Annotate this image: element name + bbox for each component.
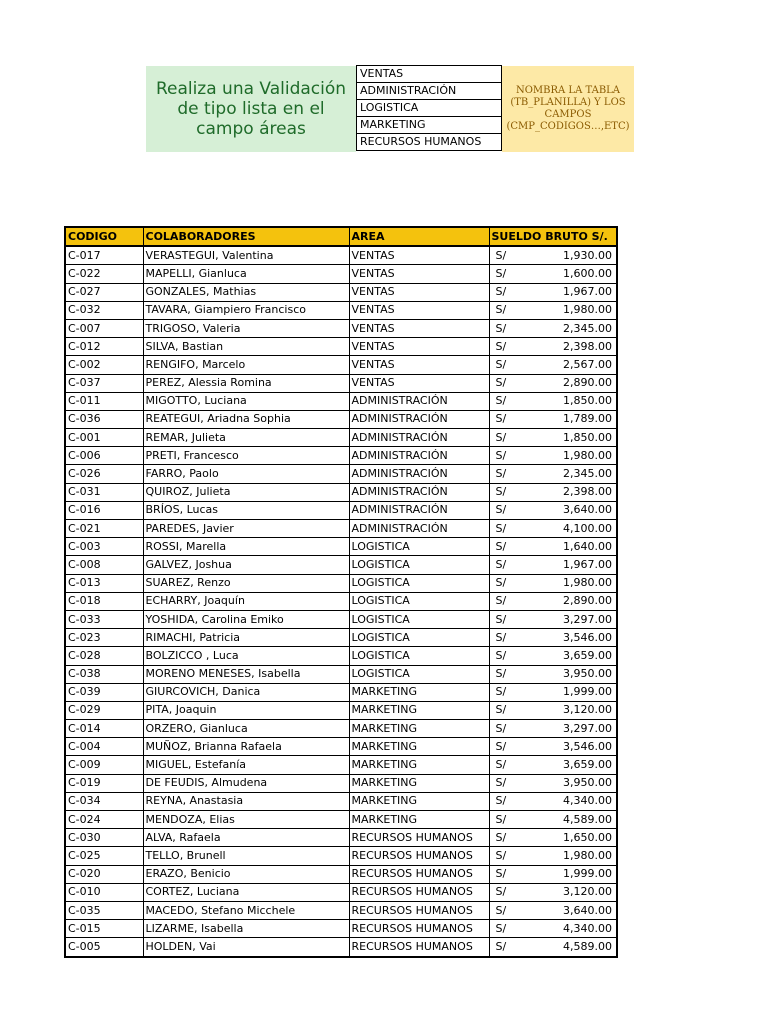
salary-cell[interactable] xyxy=(489,647,617,665)
area-list-cell[interactable]: MARKETING xyxy=(357,117,502,134)
code-cell[interactable]: C-005 xyxy=(65,938,143,957)
area-cell[interactable]: ADMINISTRACIÓN xyxy=(349,447,489,465)
table-row xyxy=(65,701,617,719)
salary-cell[interactable] xyxy=(489,538,617,556)
salary-cell[interactable] xyxy=(489,356,617,374)
name-cell[interactable]: DE FEUDIS, Almudena xyxy=(143,774,349,792)
code-cell[interactable]: C-020 xyxy=(65,865,143,883)
table-row xyxy=(65,592,617,610)
salary-amount: 3,297.00 xyxy=(563,612,612,626)
area-list-cell[interactable]: LOGISTICA xyxy=(357,100,502,117)
salary-amount: 3,297.00 xyxy=(563,721,612,735)
header-codigo[interactable]: CODIGO xyxy=(65,227,143,246)
area-cell[interactable]: RECURSOS HUMANOS xyxy=(349,920,489,938)
salary-cell[interactable] xyxy=(489,683,617,701)
name-cell[interactable]: GONZALES, Mathias xyxy=(143,283,349,301)
area-list-cell[interactable]: ADMINISTRACIÓN xyxy=(357,83,502,100)
salary-cell[interactable] xyxy=(489,756,617,774)
currency-symbol: S/ xyxy=(495,266,507,280)
salary-amount: 3,640.00 xyxy=(563,903,612,917)
salary-amount: 2,345.00 xyxy=(563,467,612,481)
salary-amount: 1,980.00 xyxy=(563,576,612,590)
currency-symbol: S/ xyxy=(495,448,507,462)
currency-symbol: S/ xyxy=(495,303,507,317)
instruction-text: Realiza una Validación de tipo lista en el campo áreas xyxy=(155,79,347,139)
salary-amount: 1,980.00 xyxy=(563,303,612,317)
currency-symbol: S/ xyxy=(495,412,507,426)
table-row xyxy=(65,647,617,665)
code-cell[interactable]: C-018 xyxy=(65,592,143,610)
salary-cell[interactable] xyxy=(489,246,617,265)
code-cell[interactable]: C-025 xyxy=(65,847,143,865)
salary-amount: 1,967.00 xyxy=(563,557,612,571)
currency-symbol: S/ xyxy=(495,321,507,335)
area-list-cell[interactable]: RECURSOS HUMANOS xyxy=(357,134,502,151)
currency-symbol: S/ xyxy=(495,867,507,881)
name-cell[interactable]: PRETI, Francesco xyxy=(143,447,349,465)
name-cell[interactable]: TRIGOSO, Valeria xyxy=(143,319,349,337)
name-cell[interactable]: ALVA, Rafaela xyxy=(143,829,349,847)
area-cell[interactable]: MARKETING xyxy=(349,720,489,738)
area-cell[interactable]: VENTAS xyxy=(349,319,489,337)
salary-amount: 3,659.00 xyxy=(563,648,612,662)
salary-cell[interactable] xyxy=(489,520,617,538)
area-cell[interactable]: ADMINISTRACIÓN xyxy=(349,465,489,483)
currency-symbol: S/ xyxy=(495,812,507,826)
salary-amount: 2,345.00 xyxy=(563,321,612,335)
salary-cell[interactable] xyxy=(489,556,617,574)
name-cell[interactable]: QUIROZ, Julieta xyxy=(143,483,349,501)
code-cell[interactable]: C-034 xyxy=(65,792,143,810)
table-row xyxy=(65,811,617,829)
salary-cell[interactable] xyxy=(489,811,617,829)
salary-cell[interactable] xyxy=(489,920,617,938)
header-row xyxy=(65,227,617,246)
area-cell[interactable]: ADMINISTRACIÓN xyxy=(349,429,489,447)
salary-cell[interactable] xyxy=(489,410,617,428)
salary-amount: 4,589.00 xyxy=(563,939,612,953)
salary-cell[interactable] xyxy=(489,592,617,610)
table-row xyxy=(65,465,617,483)
code-cell[interactable]: C-007 xyxy=(65,319,143,337)
area-cell[interactable]: ADMINISTRACIÓN xyxy=(349,392,489,410)
currency-symbol: S/ xyxy=(495,848,507,862)
area-cell[interactable]: LOGISTICA xyxy=(349,665,489,683)
area-cell[interactable]: LOGISTICA xyxy=(349,610,489,628)
salary-cell[interactable] xyxy=(489,792,617,810)
salary-cell[interactable] xyxy=(489,338,617,356)
table-row xyxy=(65,574,617,592)
code-cell[interactable]: C-038 xyxy=(65,665,143,683)
currency-symbol: S/ xyxy=(495,703,507,717)
currency-symbol: S/ xyxy=(495,794,507,808)
table-row xyxy=(65,301,617,319)
naming-note-text: NOMBRA LA TABLA (TB_PLANILLA) Y LOS CAMPOS (CMP_CODIGOS…,ETC) xyxy=(506,85,630,132)
code-cell[interactable]: C-027 xyxy=(65,283,143,301)
currency-symbol: S/ xyxy=(495,903,507,917)
code-cell[interactable]: C-013 xyxy=(65,574,143,592)
currency-symbol: S/ xyxy=(495,921,507,935)
naming-note xyxy=(502,66,634,152)
salary-cell[interactable] xyxy=(489,301,617,319)
salary-amount: 3,546.00 xyxy=(563,630,612,644)
code-cell[interactable]: C-010 xyxy=(65,883,143,901)
name-cell[interactable]: GIURCOVICH, Danica xyxy=(143,683,349,701)
name-cell[interactable]: BOLZICCO , Luca xyxy=(143,647,349,665)
name-cell[interactable]: RIMACHI, Patricia xyxy=(143,629,349,647)
name-cell[interactable]: YOSHIDA, Carolina Emiko xyxy=(143,610,349,628)
salary-amount: 1,850.00 xyxy=(563,394,612,408)
area-cell[interactable]: LOGISTICA xyxy=(349,538,489,556)
currency-symbol: S/ xyxy=(495,939,507,953)
area-cell[interactable]: ADMINISTRACIÓN xyxy=(349,483,489,501)
area-cell[interactable]: RECURSOS HUMANOS xyxy=(349,865,489,883)
salary-cell[interactable] xyxy=(489,847,617,865)
name-cell[interactable]: ERAZO, Benicio xyxy=(143,865,349,883)
area-cell[interactable]: ADMINISTRACIÓN xyxy=(349,501,489,519)
name-cell[interactable]: BRÍOS, Lucas xyxy=(143,501,349,519)
name-cell[interactable]: VERASTEGUI, Valentina xyxy=(143,246,349,265)
area-cell[interactable]: RECURSOS HUMANOS xyxy=(349,938,489,957)
area-cell[interactable]: RECURSOS HUMANOS xyxy=(349,901,489,919)
area-cell[interactable]: LOGISTICA xyxy=(349,556,489,574)
currency-symbol: S/ xyxy=(495,285,507,299)
area-cell[interactable]: MARKETING xyxy=(349,756,489,774)
name-cell[interactable]: HOLDEN, Vai xyxy=(143,938,349,957)
table-row xyxy=(65,501,617,519)
area-cell[interactable]: VENTAS xyxy=(349,374,489,392)
area-cell[interactable]: LOGISTICA xyxy=(349,647,489,665)
currency-symbol: S/ xyxy=(495,376,507,390)
name-cell[interactable]: MAPELLI, Gianluca xyxy=(143,265,349,283)
name-cell[interactable]: SILVA, Bastian xyxy=(143,338,349,356)
currency-symbol: S/ xyxy=(495,648,507,662)
area-cell[interactable]: VENTAS xyxy=(349,265,489,283)
name-cell[interactable]: PITA, Joaquin xyxy=(143,701,349,719)
table-row xyxy=(65,865,617,883)
name-cell[interactable]: PAREDES, Javier xyxy=(143,520,349,538)
salary-cell[interactable] xyxy=(489,883,617,901)
currency-symbol: S/ xyxy=(495,776,507,790)
name-cell[interactable]: FARRO, Paolo xyxy=(143,465,349,483)
salary-amount: 1,980.00 xyxy=(563,848,612,862)
instruction-box xyxy=(146,66,356,152)
name-cell[interactable]: REYNA, Anastasia xyxy=(143,792,349,810)
table-row xyxy=(65,538,617,556)
code-cell[interactable]: C-008 xyxy=(65,556,143,574)
salary-amount: 1,650.00 xyxy=(563,830,612,844)
salary-amount: 4,340.00 xyxy=(563,794,612,808)
code-cell[interactable]: C-021 xyxy=(65,520,143,538)
header-colaboradores[interactable]: COLABORADORES xyxy=(143,227,349,246)
table-row xyxy=(65,901,617,919)
area-cell[interactable]: RECURSOS HUMANOS xyxy=(349,829,489,847)
name-cell[interactable]: CORTEZ, Luciana xyxy=(143,883,349,901)
salary-amount: 2,890.00 xyxy=(563,376,612,390)
header-area[interactable]: AREA xyxy=(349,227,489,246)
currency-symbol: S/ xyxy=(495,758,507,772)
table-row xyxy=(65,483,617,501)
name-cell[interactable]: REATEGUI, Ariadna Sophia xyxy=(143,410,349,428)
name-cell[interactable]: GALVEZ, Joshua xyxy=(143,556,349,574)
salary-amount: 3,659.00 xyxy=(563,758,612,772)
code-cell[interactable]: C-030 xyxy=(65,829,143,847)
area-cell[interactable]: MARKETING xyxy=(349,774,489,792)
currency-symbol: S/ xyxy=(495,357,507,371)
salary-amount: 2,398.00 xyxy=(563,485,612,499)
salary-amount: 1,980.00 xyxy=(563,448,612,462)
salary-amount: 2,890.00 xyxy=(563,594,612,608)
salary-amount: 2,567.00 xyxy=(563,357,612,371)
code-cell[interactable]: C-032 xyxy=(65,301,143,319)
table-row xyxy=(65,883,617,901)
code-cell[interactable]: C-014 xyxy=(65,720,143,738)
name-cell[interactable]: MORENO MENESES, Isabella xyxy=(143,665,349,683)
code-cell[interactable]: C-037 xyxy=(65,374,143,392)
payroll-table xyxy=(64,226,618,958)
code-cell[interactable]: C-035 xyxy=(65,901,143,919)
code-cell[interactable]: C-031 xyxy=(65,483,143,501)
salary-cell[interactable] xyxy=(489,720,617,738)
currency-symbol: S/ xyxy=(495,339,507,353)
salary-cell[interactable] xyxy=(489,483,617,501)
salary-amount: 4,340.00 xyxy=(563,921,612,935)
salary-cell[interactable] xyxy=(489,701,617,719)
area-cell[interactable]: MARKETING xyxy=(349,792,489,810)
code-cell[interactable]: C-006 xyxy=(65,447,143,465)
salary-cell[interactable] xyxy=(489,447,617,465)
area-cell[interactable]: MARKETING xyxy=(349,701,489,719)
name-cell[interactable]: TAVARA, Giampiero Francisco xyxy=(143,301,349,319)
currency-symbol: S/ xyxy=(495,394,507,408)
salary-cell[interactable] xyxy=(489,374,617,392)
code-cell[interactable]: C-011 xyxy=(65,392,143,410)
area-list-row xyxy=(357,83,502,100)
salary-cell[interactable] xyxy=(489,465,617,483)
currency-symbol: S/ xyxy=(495,830,507,844)
currency-symbol: S/ xyxy=(495,667,507,681)
area-cell[interactable]: LOGISTICA xyxy=(349,574,489,592)
salary-cell[interactable] xyxy=(489,319,617,337)
area-list-row xyxy=(357,100,502,117)
table-row xyxy=(65,829,617,847)
currency-symbol: S/ xyxy=(495,485,507,499)
name-cell[interactable]: TELLO, Brunell xyxy=(143,847,349,865)
table-row xyxy=(65,683,617,701)
area-list-row xyxy=(357,134,502,151)
salary-cell[interactable] xyxy=(489,829,617,847)
code-cell[interactable]: C-017 xyxy=(65,246,143,265)
name-cell[interactable]: SUAREZ, Renzo xyxy=(143,574,349,592)
code-cell[interactable]: C-036 xyxy=(65,410,143,428)
salary-amount: 3,950.00 xyxy=(563,776,612,790)
currency-symbol: S/ xyxy=(495,885,507,899)
salary-amount: 1,999.00 xyxy=(563,685,612,699)
salary-cell[interactable] xyxy=(489,265,617,283)
area-cell[interactable]: VENTAS xyxy=(349,356,489,374)
area-cell[interactable]: RECURSOS HUMANOS xyxy=(349,883,489,901)
table-row xyxy=(65,429,617,447)
code-cell[interactable]: C-019 xyxy=(65,774,143,792)
code-cell[interactable]: C-023 xyxy=(65,629,143,647)
code-cell[interactable]: C-016 xyxy=(65,501,143,519)
table-row xyxy=(65,319,617,337)
code-cell[interactable]: C-012 xyxy=(65,338,143,356)
table-row xyxy=(65,392,617,410)
salary-amount: 4,100.00 xyxy=(563,521,612,535)
header-sueldo[interactable]: SUELDO BRUTO S/. xyxy=(489,227,617,246)
currency-symbol: S/ xyxy=(495,612,507,626)
table-row xyxy=(65,246,617,265)
area-list-row xyxy=(357,117,502,134)
area-list-row xyxy=(357,66,502,83)
code-cell[interactable]: C-022 xyxy=(65,265,143,283)
code-cell[interactable]: C-002 xyxy=(65,356,143,374)
code-cell[interactable]: C-039 xyxy=(65,683,143,701)
name-cell[interactable]: MENDOZA, Elias xyxy=(143,811,349,829)
salary-amount: 3,546.00 xyxy=(563,739,612,753)
salary-cell[interactable] xyxy=(489,392,617,410)
table-row xyxy=(65,720,617,738)
area-cell[interactable]: ADMINISTRACIÓN xyxy=(349,520,489,538)
salary-amount: 3,120.00 xyxy=(563,703,612,717)
table-row xyxy=(65,265,617,283)
salary-amount: 3,120.00 xyxy=(563,885,612,899)
table-row xyxy=(65,847,617,865)
name-cell[interactable]: PEREZ, Alessia Romina xyxy=(143,374,349,392)
salary-cell[interactable] xyxy=(489,610,617,628)
currency-symbol: S/ xyxy=(495,539,507,553)
name-cell[interactable]: MIGOTTO, Luciana xyxy=(143,392,349,410)
salary-amount: 1,600.00 xyxy=(563,266,612,280)
name-cell[interactable]: MIGUEL, Estefanía xyxy=(143,756,349,774)
salary-amount: 3,950.00 xyxy=(563,667,612,681)
salary-cell[interactable] xyxy=(489,429,617,447)
code-cell[interactable]: C-024 xyxy=(65,811,143,829)
area-cell[interactable]: VENTAS xyxy=(349,246,489,265)
name-cell[interactable]: RENGIFO, Marcelo xyxy=(143,356,349,374)
name-cell[interactable]: REMAR, Julieta xyxy=(143,429,349,447)
area-cell[interactable]: MARKETING xyxy=(349,811,489,829)
currency-symbol: S/ xyxy=(495,248,507,262)
area-cell[interactable]: VENTAS xyxy=(349,338,489,356)
table-row xyxy=(65,610,617,628)
name-cell[interactable]: ECHARRY, Joaquín xyxy=(143,592,349,610)
code-cell[interactable]: C-009 xyxy=(65,756,143,774)
currency-symbol: S/ xyxy=(495,594,507,608)
table-row xyxy=(65,738,617,756)
name-cell[interactable]: ORZERO, Gianluca xyxy=(143,720,349,738)
salary-amount: 4,589.00 xyxy=(563,812,612,826)
currency-symbol: S/ xyxy=(495,557,507,571)
table-row xyxy=(65,920,617,938)
salary-amount: 1,967.00 xyxy=(563,285,612,299)
table-row xyxy=(65,447,617,465)
code-cell[interactable]: C-028 xyxy=(65,647,143,665)
table-row xyxy=(65,756,617,774)
table-row xyxy=(65,520,617,538)
table-row xyxy=(65,338,617,356)
salary-amount: 2,398.00 xyxy=(563,339,612,353)
salary-amount: 1,930.00 xyxy=(563,248,612,262)
code-cell[interactable]: C-015 xyxy=(65,920,143,938)
salary-amount: 1,850.00 xyxy=(563,430,612,444)
currency-symbol: S/ xyxy=(495,521,507,535)
table-row xyxy=(65,374,617,392)
code-cell[interactable]: C-004 xyxy=(65,738,143,756)
salary-amount: 1,789.00 xyxy=(563,412,612,426)
currency-symbol: S/ xyxy=(495,630,507,644)
table-row xyxy=(65,665,617,683)
table-row xyxy=(65,774,617,792)
currency-symbol: S/ xyxy=(495,685,507,699)
currency-symbol: S/ xyxy=(495,739,507,753)
table-row xyxy=(65,556,617,574)
code-cell[interactable]: C-003 xyxy=(65,538,143,556)
code-cell[interactable]: C-001 xyxy=(65,429,143,447)
area-cell[interactable]: LOGISTICA xyxy=(349,592,489,610)
area-cell[interactable]: RECURSOS HUMANOS xyxy=(349,847,489,865)
salary-cell[interactable] xyxy=(489,574,617,592)
salary-cell[interactable] xyxy=(489,738,617,756)
salary-cell[interactable] xyxy=(489,629,617,647)
salary-cell[interactable] xyxy=(489,665,617,683)
salary-cell[interactable] xyxy=(489,865,617,883)
currency-symbol: S/ xyxy=(495,467,507,481)
salary-cell[interactable] xyxy=(489,501,617,519)
name-cell[interactable]: MACEDO, Stefano Micchele xyxy=(143,901,349,919)
currency-symbol: S/ xyxy=(495,430,507,444)
name-cell[interactable]: MUÑOZ, Brianna Rafaela xyxy=(143,738,349,756)
currency-symbol: S/ xyxy=(495,721,507,735)
salary-cell[interactable] xyxy=(489,774,617,792)
area-cell[interactable]: ADMINISTRACIÓN xyxy=(349,410,489,428)
area-cell[interactable]: VENTAS xyxy=(349,301,489,319)
table-row xyxy=(65,410,617,428)
name-cell[interactable]: LIZARME, Isabella xyxy=(143,920,349,938)
table-row xyxy=(65,283,617,301)
area-cell[interactable]: MARKETING xyxy=(349,683,489,701)
table-row xyxy=(65,938,617,957)
salary-cell[interactable] xyxy=(489,283,617,301)
salary-amount: 3,640.00 xyxy=(563,503,612,517)
area-cell[interactable]: VENTAS xyxy=(349,283,489,301)
code-cell[interactable]: C-026 xyxy=(65,465,143,483)
salary-amount: 1,999.00 xyxy=(563,867,612,881)
salary-cell[interactable] xyxy=(489,938,617,957)
areas-list-table xyxy=(356,65,502,151)
table-row xyxy=(65,356,617,374)
currency-symbol: S/ xyxy=(495,576,507,590)
table-row xyxy=(65,792,617,810)
area-list-cell[interactable]: VENTAS xyxy=(357,66,502,83)
code-cell[interactable]: C-029 xyxy=(65,701,143,719)
name-cell[interactable]: ROSSI, Marella xyxy=(143,538,349,556)
code-cell[interactable]: C-033 xyxy=(65,610,143,628)
currency-symbol: S/ xyxy=(495,503,507,517)
area-cell[interactable]: LOGISTICA xyxy=(349,629,489,647)
salary-cell[interactable] xyxy=(489,901,617,919)
area-cell[interactable]: MARKETING xyxy=(349,738,489,756)
salary-amount: 1,640.00 xyxy=(563,539,612,553)
table-row xyxy=(65,629,617,647)
